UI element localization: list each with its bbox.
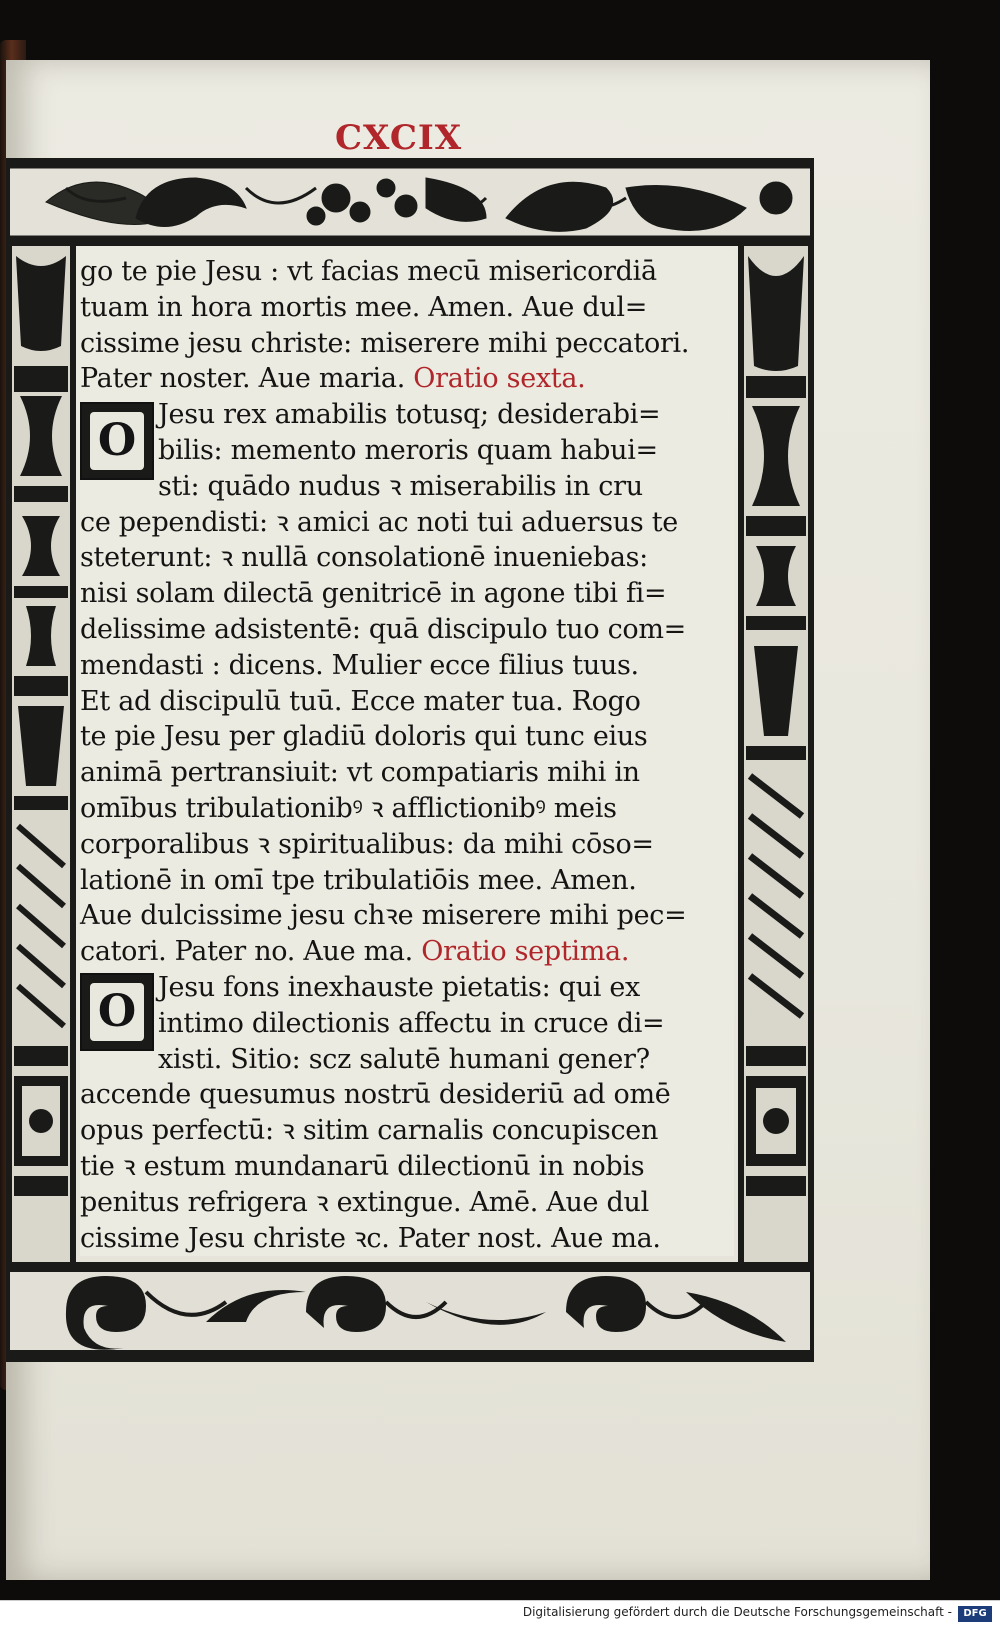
line-text: Jesu rex amabilis totusq; desiderabi= — [158, 399, 661, 431]
line-text: tuam in hora mortis mee. Amen. Aue dul= — [80, 291, 648, 323]
line-text: omībus tribulationibꝰ ꝛ afflictionibꝰ meis — [80, 793, 617, 824]
woodcut-border-top — [6, 158, 814, 246]
line-text: te pie Jesu per gladiū doloris qui tunc eius — [80, 721, 648, 753]
initial-letter: O — [90, 983, 144, 1041]
decorated-initial-o — [80, 973, 154, 1051]
text-line — [80, 791, 734, 827]
text-line — [80, 612, 734, 648]
line-text: steterunt: ꝛ nullā consolationē inueniebas: — [80, 542, 648, 574]
line-text: Pater noster. Aue maria. — [80, 363, 405, 395]
line-text: nisi solam dilectā genitricē in agone tibi fi= — [80, 578, 667, 610]
text-line — [80, 934, 734, 970]
line-text: go te pie Jesu : vt facias mecū misericordiā — [80, 256, 657, 287]
decorated-initial-o — [80, 402, 154, 480]
line-text: opus perfectū: ꝛ sitim carnalis concupiscen — [80, 1115, 659, 1147]
text-line — [158, 1006, 734, 1042]
text-line — [80, 505, 734, 541]
rubric-heading: Oratio septima. — [421, 936, 630, 968]
line-text: mendasti : dicens. Mulier ecce filius tuus. — [80, 649, 639, 681]
line-text: corporalibus ꝛ spiritualibus: da mihi cōso= — [80, 828, 654, 860]
text-line — [80, 576, 734, 612]
text-line — [80, 1149, 734, 1185]
line-text: sti: quādo nudus ꝛ miserabilis in cru — [158, 470, 643, 502]
text-line — [80, 755, 734, 791]
text-line — [80, 540, 734, 576]
text-line — [158, 433, 734, 469]
text-line — [80, 898, 734, 934]
text-line — [80, 827, 734, 863]
footer-credit: Digitalisierung gefördert durch die Deutsche Forschungsgemeinschaft - — [522, 1605, 952, 1619]
line-text: cissime jesu christe: miserere mihi peccatori. — [80, 327, 690, 359]
text-line — [80, 648, 734, 684]
text-line — [80, 290, 734, 326]
text-line — [80, 326, 734, 362]
line-text: cissime Jesu christe ꝛc. Pater nost. Aue ma. — [80, 1222, 661, 1254]
line-text: ce pependisti: ꝛ amici ac noti tui aduersus te — [80, 506, 678, 538]
line-text: lationē in omī tpe tribulatiōis mee. Amen. — [80, 864, 637, 896]
text-line — [80, 254, 734, 290]
digitization-footer — [0, 1600, 1000, 1628]
line-text: accende quesumus nostrū desideriū ad omē — [80, 1079, 671, 1111]
line-text: Jesu fons inexhauste pietatis: qui ex — [158, 972, 640, 1003]
line-text: Aue dulcissime jesu chꝛe miserere mihi pec= — [80, 900, 687, 932]
text-line — [80, 684, 734, 720]
line-text: penitus refrigera ꝛ extingue. Amē. Aue dul — [80, 1186, 649, 1218]
line-text: bilis: memento meroris quam habui= — [158, 435, 658, 466]
text-line — [158, 397, 734, 433]
woodcut-border-bottom — [6, 1262, 814, 1362]
dfg-logo: DFG — [958, 1606, 992, 1622]
text-block — [80, 250, 734, 1256]
text-line — [80, 1077, 734, 1113]
rubric-heading: Oratio sexta. — [413, 363, 586, 395]
woodcut-border-left — [6, 246, 76, 1262]
text-line — [80, 1185, 734, 1221]
line-text: catori. Pater no. Aue ma. — [80, 936, 413, 968]
woodcut-border-right — [738, 246, 814, 1262]
line-text: intimo dilectionis affectu in cruce di= — [158, 1007, 665, 1039]
line-text: tie ꝛ estum mundanarū dilectionū in nobis — [80, 1151, 645, 1182]
line-text: Et ad discipulū tuū. Ecce mater tua. Rogo — [80, 685, 641, 717]
text-line — [158, 970, 734, 1006]
text-line — [80, 1221, 734, 1257]
line-text: animā pertransiuit: vt compatiaris mihi in — [80, 757, 640, 789]
text-line — [158, 469, 734, 505]
text-line — [80, 719, 734, 755]
folio-number: CXCIX — [335, 118, 463, 158]
line-text: delissime adsistentē: quā discipulo tuo com= — [80, 614, 687, 645]
text-line — [80, 863, 734, 899]
text-line — [80, 1113, 734, 1149]
initial-letter: O — [90, 412, 144, 470]
text-line — [158, 1042, 734, 1078]
text-line — [80, 361, 734, 397]
line-text: xisti. Sitio: scz salutē humani gener? — [158, 1043, 650, 1075]
